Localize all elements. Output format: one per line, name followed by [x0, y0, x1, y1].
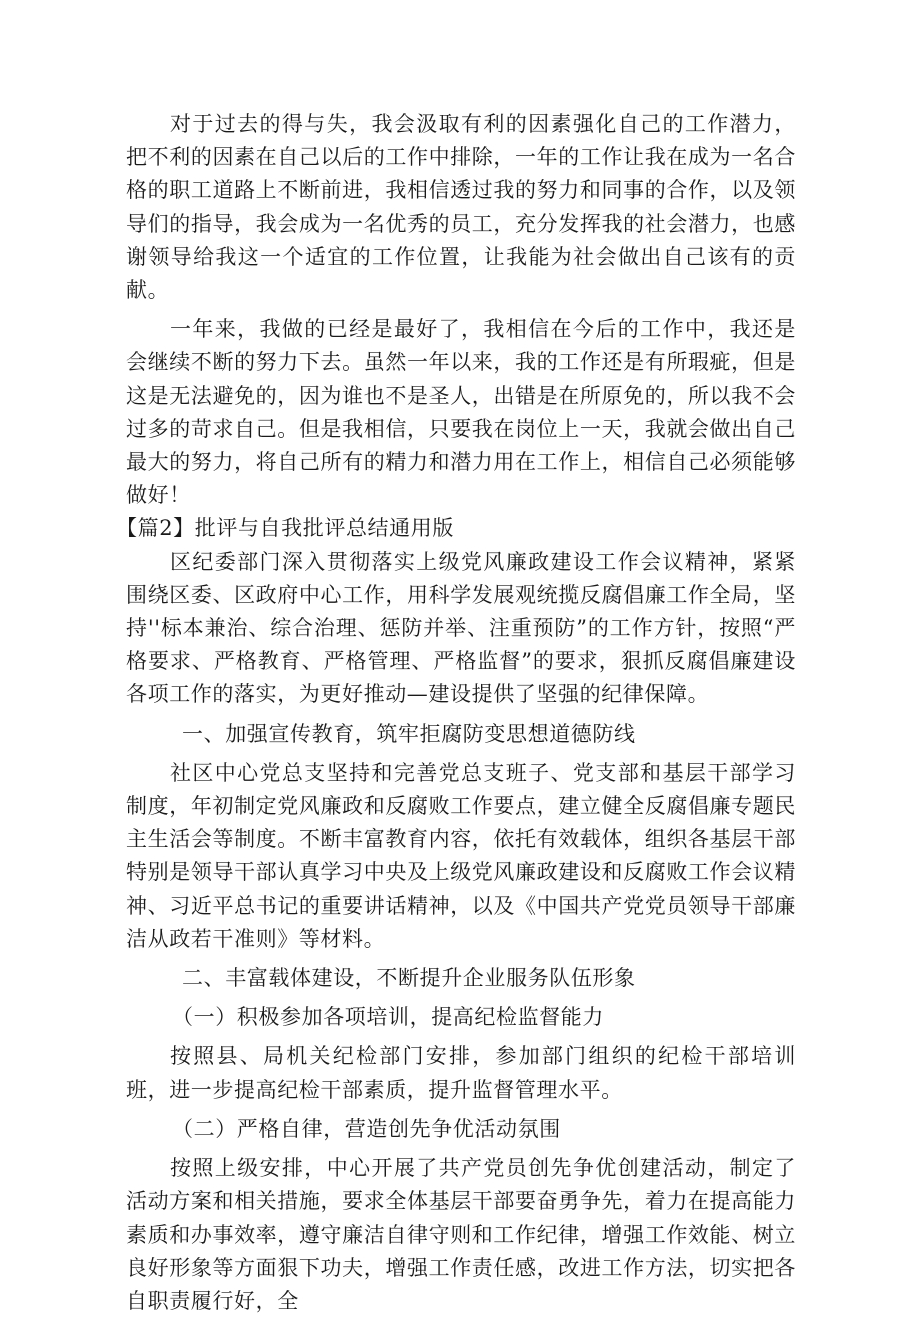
paragraph-discipline-intro: 区纪委部门深入贯彻落实上级党风廉政建设工作会议精神，紧紧围绕区委、区政府中心工作，用科学发展观统揽反腐倡廉工作全局，坚持''标本兼治、综合治理、惩防并举、注重预防”的工作方针，按照“严格要求、严格教育、严格管理、严格监督”的要求，狠抓反腐倡廉建设各项工作的落实，为更好推动—建设提供了坚强的纪律保障。 — [126, 549, 796, 707]
paragraph-year-review: 一年来，我做的已经是最好了，我相信在今后的工作中，我还是会继续不断的努力下去。虽然一年以来，我的工作还是有所瑕疵，但是这是无法避免的，因为谁也不是圣人，出错是在所原免的，所以我不会过多的苛求自己。但是我相信，只要我在岗位上一天，我就会做出自己最大的努力，将自己所有的精力和潜力用在工作上，相信自己必须能够做好！ — [126, 317, 796, 508]
subheading-self-discipline: （二）严格自律，营造创先争优活动氛围 — [172, 1116, 561, 1141]
paragraph-training: 按照县、局机关纪检部门安排，参加部门组织的纪检干部培训班，进一步提高纪检干部素质，提升监督管理水平。 — [126, 1044, 796, 1102]
document-body — [116, 108, 796, 1318]
paragraph-community-study: 社区中心党总支坚持和完善党总支班子、党支部和基层干部学习制度，年初制定党风廉政和反腐败工作要点，建立健全反腐倡廉专题民主生活会等制度。不断丰富教育内容，依托有效载体，组织各基层干部特别是领导干部认真学习中央及上级党风廉政建设和反腐败工作会议精神、习近平总书记的重要讲话精神，以及《中国共产党党员领导干部廉洁从政若干准则》等材料。 — [126, 760, 796, 951]
section-heading: 【篇2】批评与自我批评总结通用版 — [116, 516, 454, 541]
paragraph-activities: 按照上级安排，中心开展了共产党员创先争优创建活动，制定了活动方案和相关措施，要求全体基层干部要奋勇争先，着力在提高能力素质和办事效率，遵守廉洁自律守则和工作纪律，增强工作效能、树立良好形象等方面狠下功夫，增强工作责任感，改进工作方法，切实把各自职责履行好，全 — [126, 1156, 796, 1313]
subheading-training: （一）积极参加各项培训，提高纪检监督能力 — [172, 1005, 604, 1030]
heading-education: 一、加强宣传教育，筑牢拒腐防变思想道德防线 — [182, 721, 636, 746]
heading-carrier-building: 二、丰富载体建设，不断提升企业服务队伍形象 — [182, 966, 636, 991]
paragraph-gains-losses: 对于过去的得与失，我会汲取有利的因素强化自己的工作潜力，把不利的因素在自己以后的工作中排除，一年的工作让我在成为一名合格的职工道路上不断前进，我相信透过我的努力和同事的合作，以及领导们的指导，我会成为一名优秀的员工，充分发挥我的社会潜力，也感谢领导给我这一个适宜的工作位置，让我能为社会做出自己该有的贡献。 — [126, 112, 796, 303]
